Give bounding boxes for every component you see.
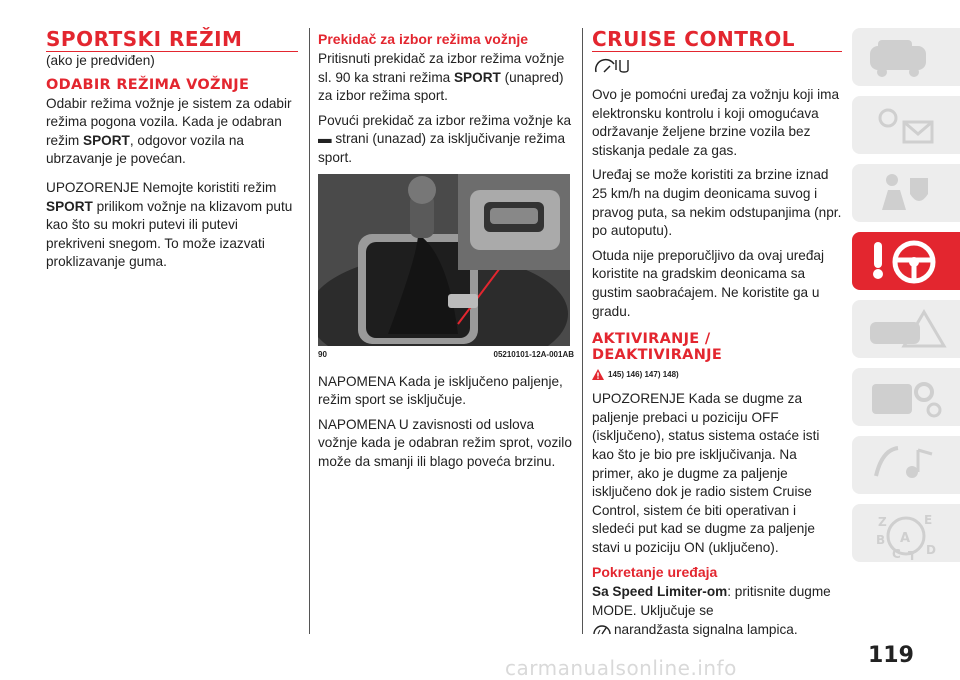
speed-limiter-icon [592,622,612,636]
multimedia-icon [852,436,960,494]
subheading: Pokretanje uređaja [592,564,718,581]
warning-references: 145) 146) 147) 148) [592,369,842,380]
gear-shifter-photo [318,174,570,346]
paragraph: Sa Speed Limiter-om: pritisnite dugme MODE. Uključuje se narandžasta signalna lampica. [592,584,831,637]
svg-text:E: E [924,513,933,527]
maintenance-icon [852,368,960,426]
figure-caption [318,350,574,359]
watermark: carmanualsonline.info [505,656,737,680]
index-icon [852,504,960,562]
emergency-icon [852,300,960,358]
column-divider [582,28,583,634]
safety-icon [852,164,960,222]
tab-index[interactable] [852,504,960,562]
paragraph: Odabir režima vožnje je sistem za odabir režima pogona vozila. Kada je odabran režim SPORT, odgovor vozila na ubrzavanje je povećan. [46,95,292,167]
tab-safety[interactable] [852,164,960,222]
tab-multimedia[interactable] [852,436,960,494]
column-1 [46,28,298,278]
chapter-tabs [852,28,960,572]
paragraph: Povući prekidač za izbor režima vožnje ka ▬ strani (unazad) za isključivanje režima sport. [318,112,572,165]
tab-car-info[interactable] [852,28,960,86]
column-2 [318,28,574,478]
tab-driving[interactable] [852,232,960,290]
tab-warning-lights[interactable] [852,96,960,154]
tab-maintenance[interactable] [852,368,960,426]
note-paragraph: NAPOMENA Kada je isključeno paljenje, režim sport se isključuje. [318,373,563,408]
subsection-title: ODABIR REŽIMA VOŽNJE [46,76,250,93]
figure-number: 90 [318,349,327,359]
paragraph: Otuda nije preporučljivo da ovaj uređaj koristite na gradskim deonicama sa gustim saobraćajem. Ne koristite ga u gradu. [592,247,824,319]
tab-emergency[interactable] [852,300,960,358]
column-divider [309,28,310,634]
car-info-icon [852,28,960,86]
section-title: SPORTSKI REŽIM [46,28,298,52]
paragraph: Uređaj se može koristiti za brzine iznad 25 km/h na dugim deonicama suvog i pravog puta, sa nekim odstupanjima (npr. po autoputu). [592,167,842,239]
svg-text:A: A [900,531,911,546]
figure-code: 05210101-12A-001AB [493,349,574,359]
subtitle: (ako je predviđen) [46,53,155,68]
warning-triangle-icon [592,369,604,380]
warning-paragraph: UPOZORENJE Kada se dugme za paljenje prebaci u poziciju OFF (isključeno), status sistema ostaće isti kao što je bio pre isključivanja. Na primer, ako je dugme za paljenje isključeno dok je radio sistem Cruise Control, sistem će biti operativan i sledeći put kad se dugme za paljenje stavi u poziciju ON (uključeno). [592,391,820,555]
svg-text:B: B [876,533,886,547]
svg-text:C: C [892,547,901,561]
paragraph: Ovo je pomoćni uređaj za vožnju koji ima elektronsku kontrolu i koji omogućava održavanje željene brzine vozila bez stiskanja pedale za gas. [592,87,840,158]
page-number: 119 [868,643,914,668]
svg-text:Z: Z [878,515,887,529]
steering-wheel-icon [852,232,960,290]
cruise-control-icon [592,56,842,76]
column-3 [592,28,842,641]
warning-paragraph: UPOZORENJE Nemojte koristiti režim SPORT prilikom vožnje na klizavom putu kao što su mokri putevi ili putevi prekriveni snegom. To može izazvati proklizavanje guma. [46,179,293,270]
gear-shifter-image [318,174,570,346]
subsection-title: AKTIVIRANJE / DEAKTIVIRANJE [592,331,723,364]
svg-text:D: D [926,543,936,557]
section-title: CRUISE CONTROL [592,28,842,52]
warning-lights-icon [852,96,960,154]
svg-text:T: T [908,549,917,562]
note-paragraph: NAPOMENA U zavisnosti od uslova vožnje kada je odabran režim sprot, vozilo može da smanji ili blago poveća brzinu. [318,416,572,469]
subheading: Prekidač za izbor režima vožnje [318,31,529,47]
paragraph: Pritisnuti prekidač za izbor režima vožnje sl. 90 ka strani režima SPORT (unapred) za izbor režima sport. [318,51,565,104]
